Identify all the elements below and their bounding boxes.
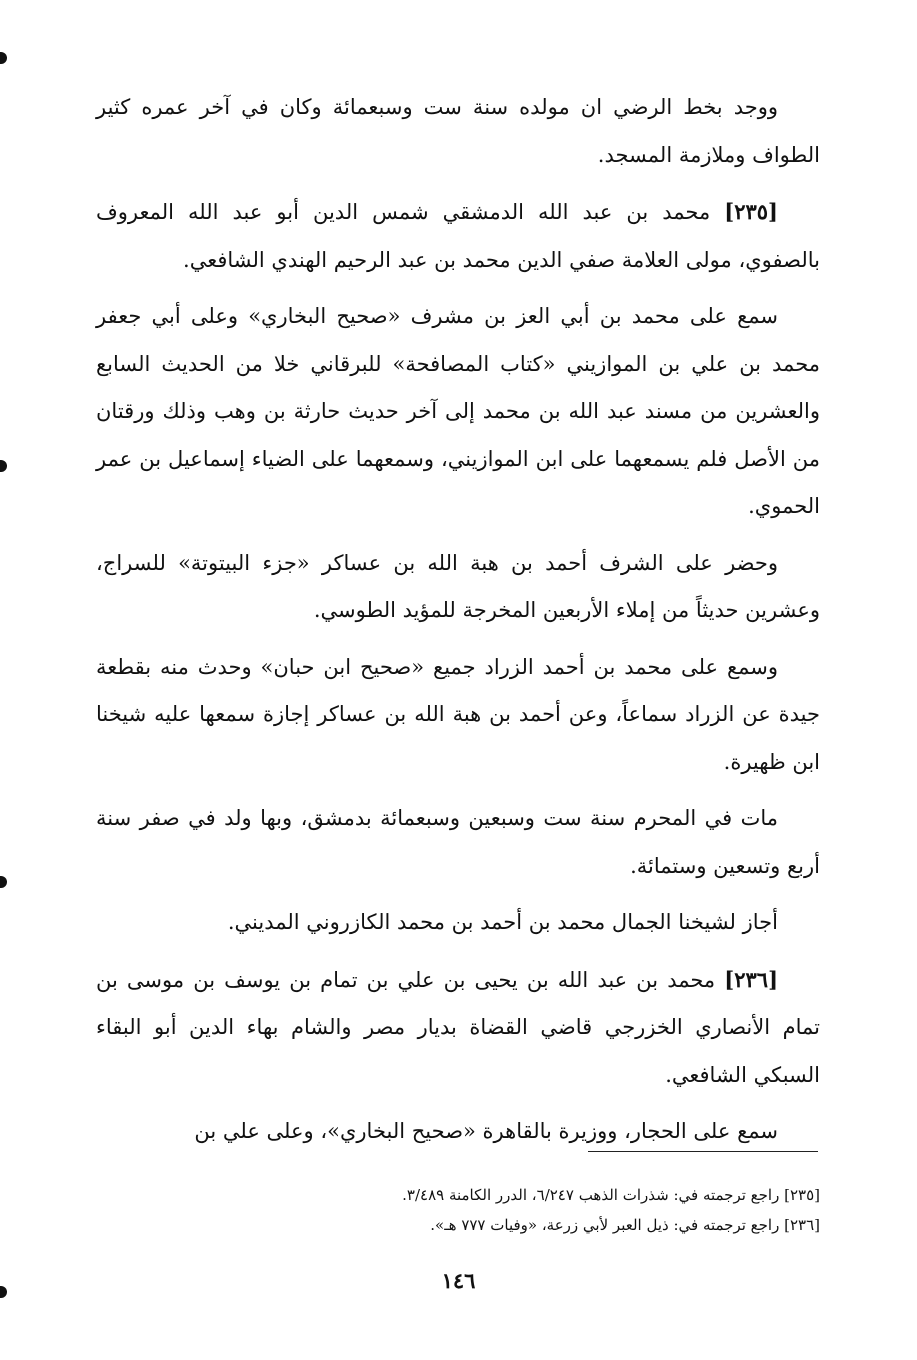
- footnotes: [96, 1180, 820, 1240]
- footnote-236: [٢٣٦] راجع ترجمته في: ذيل العبر لأبي زرعة، «وفيات ٧٧٧ هـ».: [430, 1216, 820, 1234]
- footnote-divider: [588, 1151, 818, 1152]
- paragraph-7: أجاز لشيخنا الجمال محمد بن أحمد بن محمد الكازروني المديني.: [227, 910, 778, 934]
- paragraph-1: ووجد بخط الرضي ان مولده سنة ست وسبعمائة وكان في آخر عمره كثير الطواف وملازمة المسجد.: [96, 95, 820, 167]
- entry-number: [٢٣٥]: [724, 199, 778, 224]
- page-number: ١٤٦: [441, 1268, 476, 1293]
- entry-236-heading: [٢٣٦] محمد بن عبد الله بن يحيى بن علي بن تمام بن يوسف بن موسى بن تمام الأنصاري الخزرجي قاضي القضاة بديار مصر والشام بهاء الدين أبو البقاء السبكي الشافعي.: [96, 966, 820, 1087]
- paragraph-3: سمع على محمد بن أبي العز بن مشرف «صحيح البخاري» وعلى أبي جعفر محمد بن علي بن الموازيني «كتاب المصافحة» للبرقاني خلا من الحديث السابع والعشرين من مسند عبد الله بن محمد إلى آخر حديث حارثة بن وهب وذلك ورقتان من الأصل فلم يسمعهما على ابن الموازيني، وسمعهما على الضياء إسماعيل بن عمر الحموي.: [96, 304, 820, 518]
- paragraph-6: مات في المحرم سنة ست وسبعين وسبعمائة بدمشق، وبها ولد في صفر سنة أربع وتسعين وستمائة.: [96, 806, 820, 878]
- paragraph-9: سمع على الحجار، ووزيرة بالقاهرة «صحيح البخاري»، وعلى علي بن: [194, 1119, 778, 1143]
- entry-number: [٢٣٦]: [724, 966, 778, 992]
- footnote-235: [٢٣٥] راجع ترجمته في: شذرات الذهب ٦/٢٤٧، الدرر الكامنة ٣/٤٨٩.: [402, 1186, 820, 1204]
- paragraph-4: وحضر على الشرف أحمد بن هبة الله بن عساكر «جزء البيتوتة» للسراج، وعشرين حديثاً من إملاء الأربعين المخرجة للمؤيد الطوسي.: [96, 550, 820, 622]
- main-text: [96, 84, 820, 1165]
- paragraph-5: وسمع على محمد بن أحمد الزراد جميع «صحيح ابن حبان» وحدث منه بقطعة جيدة عن الزراد سماعاً، وعن أحمد بن هبة الله بن عساكر إجازة سمعها عليه شيخنا ابن ظهيرة.: [96, 654, 820, 774]
- entry-235-heading: [٢٣٥] محمد بن عبد الله الدمشقي شمس الدين أبو عبد الله المعروف بالصفوي، مولى العلامة صفي الدين محمد بن عبد الرحيم الهندي الشافعي.: [96, 199, 820, 272]
